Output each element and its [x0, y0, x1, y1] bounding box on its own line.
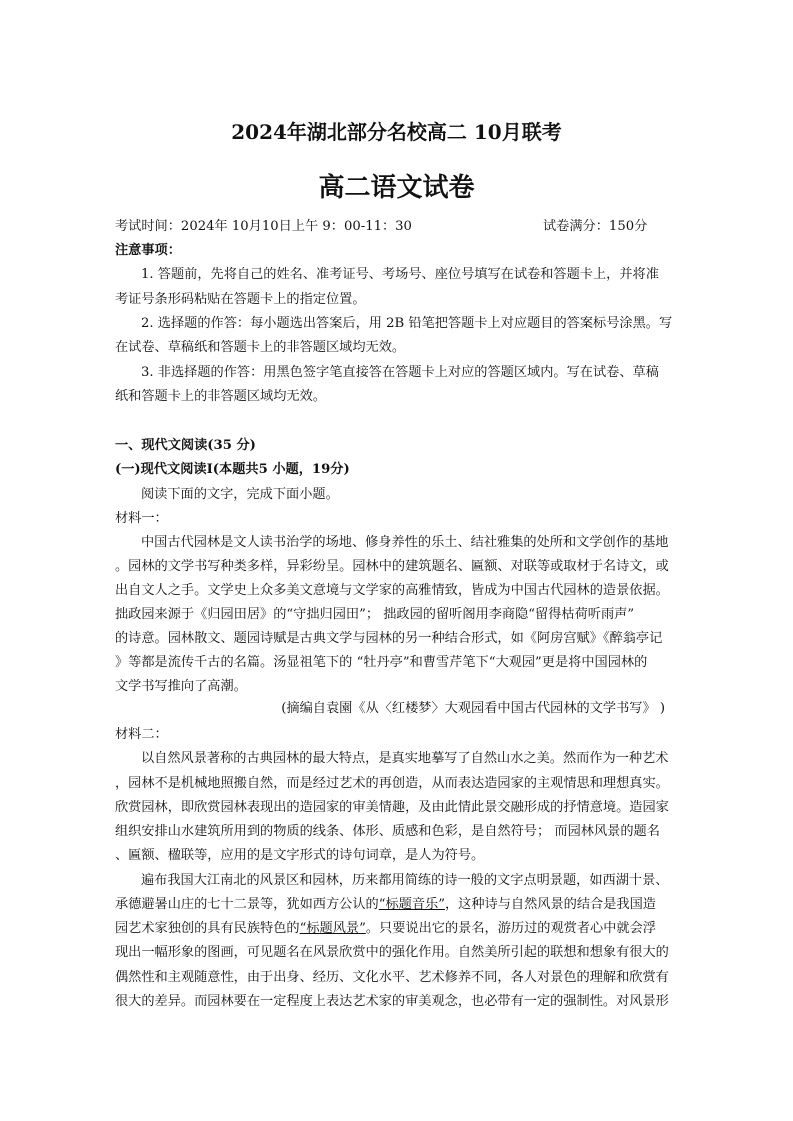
body-line: 遍布我国大江南北的风景区和园林，历来都用简练的诗一般的文字点明景题，如西湖十景、 — [141, 873, 669, 888]
notice-heading: 注意事项： — [115, 243, 181, 258]
underlined-term: “标题风景” — [299, 921, 366, 936]
body-line: 文学书写推向了高潮。 — [115, 679, 247, 694]
body-line: 以自然风景著称的古典园林的最大特点，是真实地摹写了自然山水之美。然而作为一种艺术 — [141, 751, 669, 766]
body-line — [115, 920, 685, 938]
body-line: 现出一幅形象的图画，可见题名在风景欣赏中的强化作用。自然美所引起的联想和想象有很大的 — [115, 945, 669, 960]
text-run: ，这种诗与自然风景的结合是我国造 — [444, 897, 656, 912]
notice-line: 考证号条形码粘贴在答题卡上的指定位置。 — [115, 292, 366, 307]
notice-line: 在试卷、草稿纸和答题卡上的非答题区域均无效。 — [115, 340, 406, 355]
text-run: 。只要说出它的景名，游历过的观赏者心中就会浮 — [365, 921, 656, 936]
material-label: 材料一： — [115, 511, 168, 526]
notice-line: 1. 答题前，先将自己的姓名、准考证号、考场号、座位号填写在试卷和答题卡上，并将准 — [141, 267, 659, 282]
body-line: 很大的差异。而园林要在一定程度上表达艺术家的审美观念，也必带有一定的强制性。对风景形 — [115, 994, 669, 1009]
body-line: ，园林不是机械地照搬自然，而是经过艺术的再创造，从而表达造园家的主观情思和理想真实。 — [115, 776, 669, 791]
section-subheading: (一)现代文阅读Ⅰ(本题共5 小题，19分) — [115, 462, 350, 477]
notice-line: 纸和答题卡上的非答题区域均无效。 — [115, 389, 326, 404]
body-line: 组织安排山水建筑所用到的物质的线条、体形、质感和色彩，是自然符号； 而园林风景的题名 — [115, 824, 660, 839]
body-line: 》等都是流传千古的名篇。汤显祖笔下的 “牡丹亭”和曹雪芹笔下“大观园”更是将中国园林的 — [115, 655, 648, 670]
exam-time: 考试时间：2024年 10月10日上午 9：00-11：30 — [115, 219, 412, 234]
source-citation: (摘编自袁園《从〈红楼梦〉大观园看中国古代园林的文学书写》 ) — [281, 701, 665, 716]
text-run: 承德避暑山庄的七十二景等，犹如西方公认的 — [115, 897, 379, 912]
body-line: 偶然性和主观随意性，由于出身、经历、文化水平、艺术修养不同，各人对景色的理解和欣赏有 — [115, 970, 669, 985]
section-instruction: 阅读下面的文字，完成下面小题。 — [141, 487, 339, 502]
body-line: 中国古代园林是文人读书治学的场地、修身养性的乐土、结社雅集的处所和文学创作的基地 — [141, 535, 669, 550]
material-label: 材料二： — [115, 727, 168, 742]
paper-title: 高二语文试卷 — [318, 173, 475, 203]
body-line: 的诗意。园林散文、题园诗赋是古典文学与园林的另一种结合形式，如《阿房宫赋》《醉翁亭记 — [115, 631, 663, 646]
exam-info-row — [115, 218, 685, 236]
body-line: 、匾额、楹联等，应用的是文字形式的诗句词章，是人为符号。 — [115, 848, 485, 863]
body-line — [115, 896, 685, 914]
section-heading: 一、现代文阅读(35 分) — [115, 438, 256, 453]
exam-title: 2024年湖北部分名校高二 10月联考 — [231, 120, 562, 144]
underlined-term: “标题音乐” — [378, 897, 445, 912]
text-run: 园艺术家独创的具有民族特色的 — [115, 921, 300, 936]
notice-line: 2. 选择题的作答：每小题选出答案后，用 2B 铅笔把答题卡上对应题目的答案标号涂黑。写 — [141, 316, 673, 331]
body-line: 欣赏园林，即欣赏园林表现出的造园家的审美情趣，及由此情此景交融形成的抒情意境。造园家 — [115, 800, 669, 815]
notice-line: 3. 非选择题的作答：用黑色签字笔直接答在答题卡上对应的答题区域内。写在试卷、草稿 — [141, 365, 659, 380]
full-score: 试卷满分：150分 — [543, 219, 648, 234]
body-line: 出自文人之手。文学史上众多美文意境与文学家的高雅情致，皆成为中国古代园林的造景依据。 — [115, 583, 669, 598]
body-line: 拙政园来源于《归园田居》的“守拙归园田”； 拙政园的留听阁用李商隐“留得枯荷听雨声” — [115, 607, 635, 622]
body-line: 。园林的文学书写种类多样，异彩纷呈。园林中的建筑题名、匾额、对联等或取材于名诗文，或 — [115, 559, 669, 574]
